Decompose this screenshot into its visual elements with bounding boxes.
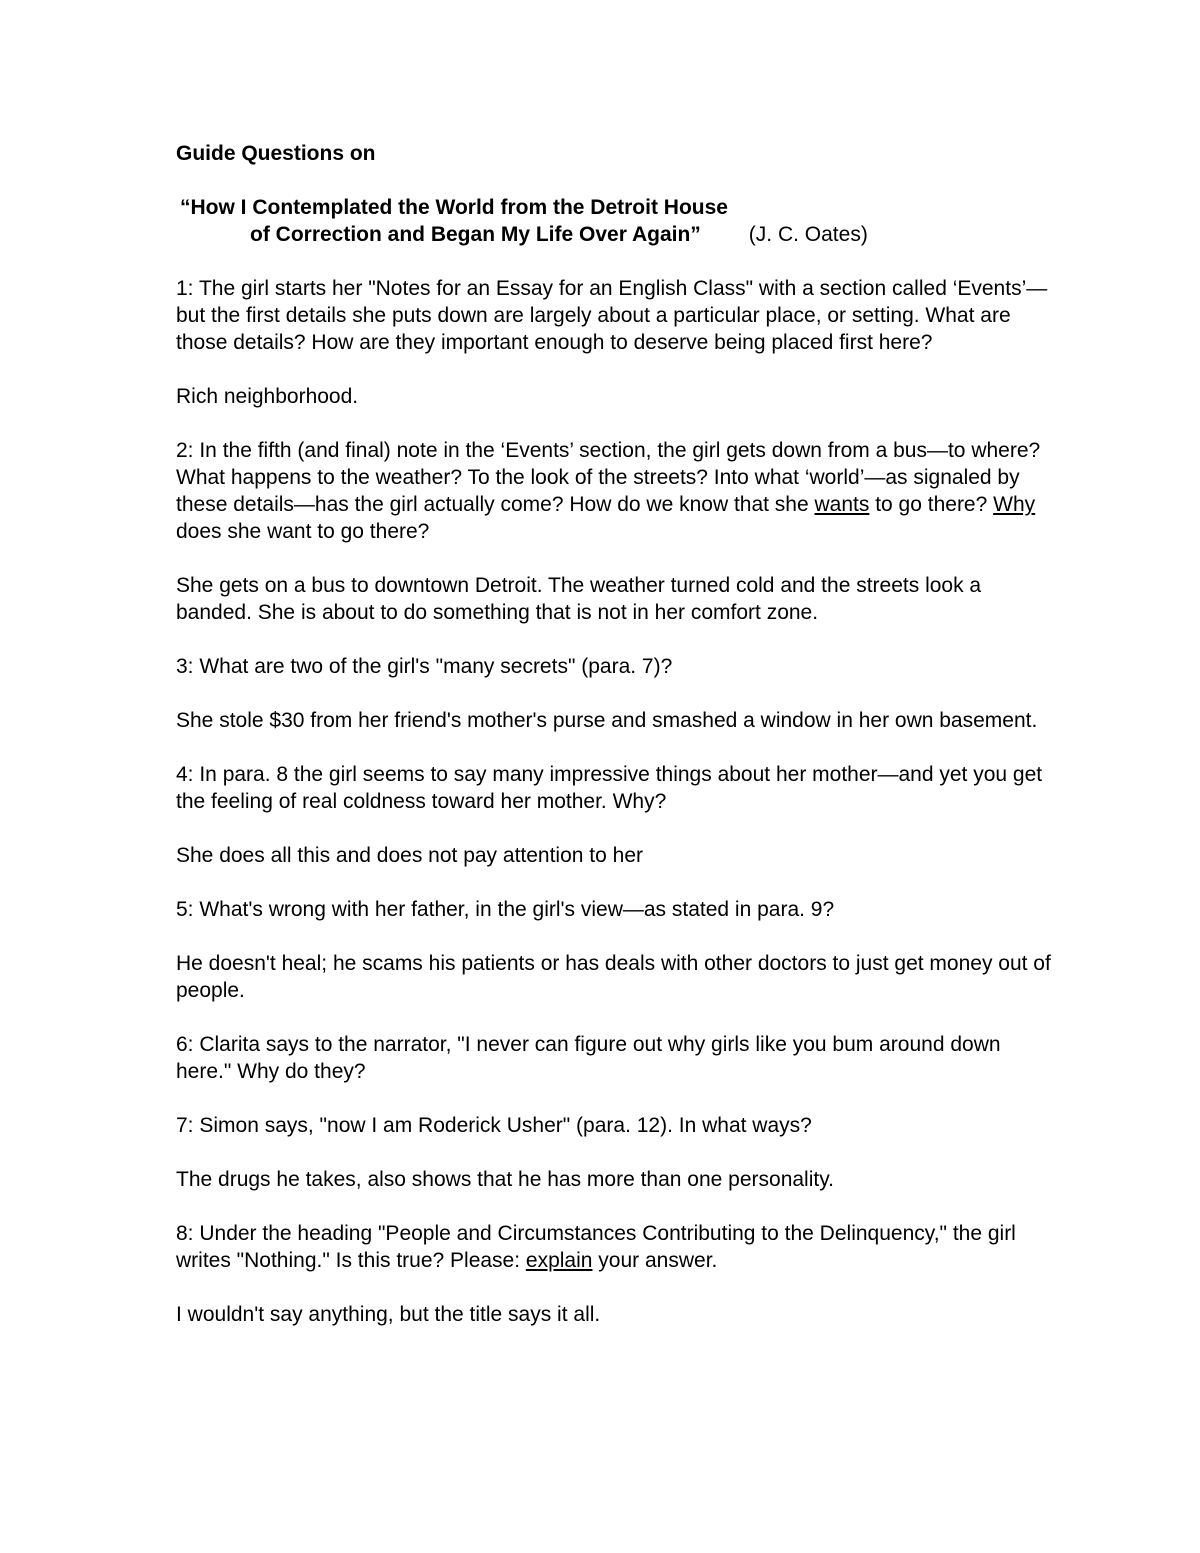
answer-4: She does all this and does not pay attention to her: [176, 844, 643, 867]
question-6: 6: Clarita says to the narrator, "I never can figure out why girls like you bum around down here." Why do they?: [176, 1033, 1001, 1083]
question-3: 3: What are two of the girl's "many secrets" (para. 7)?: [176, 655, 673, 678]
underlined-why: Why: [993, 493, 1036, 516]
answer-2: She gets on a bus to downtown Detroit. The weather turned cold and the streets look a banded. She is about to do something that is not in her comfort zone.: [176, 574, 982, 624]
answer-7: The drugs he takes, also shows that he has more than one personality.: [176, 1168, 834, 1191]
question-8-part-1: 8: Under the heading "People and Circumstances Contributing to the Delinquency," the girl writes "Nothing." Is this true? Please:: [176, 1222, 1016, 1272]
question-2-part-3: does she want to go there?: [176, 520, 430, 543]
question-2: [176, 437, 1056, 545]
answer-3: She stole $30 from her friend's mother's purse and smashed a window in her own basement.: [176, 709, 1038, 732]
story-title-line-2: [250, 221, 1056, 248]
question-8-part-2: your answer.: [592, 1249, 718, 1272]
underlined-explain: explain: [525, 1249, 593, 1272]
document-heading: Guide Questions on: [176, 142, 376, 165]
answer-5: He doesn't heal; he scams his patients or has deals with other doctors to just get money out of people.: [176, 952, 1051, 1002]
story-title-line-2-text: of Correction and Began My Life Over Again”: [250, 223, 701, 246]
question-2-part-1: 2: In the fifth (and final) note in the ‘Events’ section, the girl gets down from a bus—to where? What happens to the weather? To the look of the streets? Into what ‘world’—as signaled by these details—has the girl actually come? How do we know that she: [176, 439, 1041, 516]
underlined-wants: wants: [814, 493, 870, 516]
answer-8: I wouldn't say anything, but the title says it all.: [176, 1303, 601, 1326]
question-5: 5: What's wrong with her father, in the girl's view—as stated in para. 9?: [176, 898, 835, 921]
question-4: 4: In para. 8 the girl seems to say many impressive things about her mother—and yet you get the feeling of real coldness toward her mother. Why?: [176, 763, 1043, 813]
question-1: 1: The girl starts her "Notes for an Essay for an English Class" with a section called ‘Events’—but the first details she puts down are largely about a particular place, or setting. What are those details? How are they important enough to deserve being placed first here?: [176, 277, 1048, 354]
question-2-part-2: to go there?: [869, 493, 994, 516]
story-title-line-1: “How I Contemplated the World from the Detroit House: [180, 196, 728, 219]
question-7: 7: Simon says, "now I am Roderick Usher" (para. 12). In what ways?: [176, 1114, 812, 1137]
author-name: (J. C. Oates): [748, 223, 868, 246]
question-8: [176, 1220, 1056, 1274]
story-title: [180, 194, 1056, 248]
document-page: [176, 140, 1056, 1328]
answer-1: Rich neighborhood.: [176, 385, 359, 408]
